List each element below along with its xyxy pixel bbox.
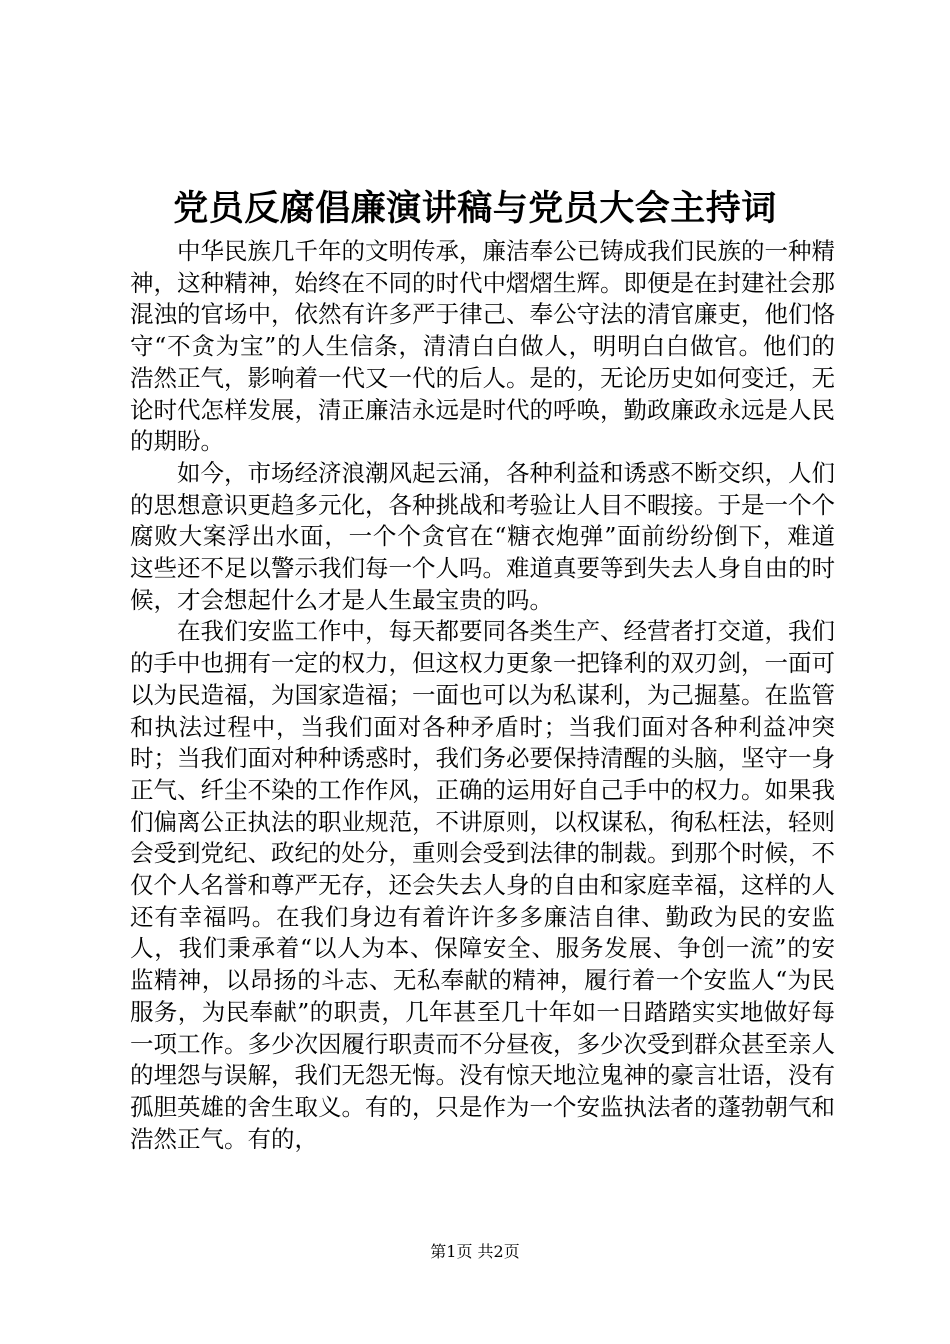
document-title: 党员反腐倡廉演讲稿与党员大会主持词 <box>173 188 777 229</box>
paragraph: 在我们安监工作中，每天都要同各类生产、经营者打交道，我们的手中也拥有一定的权力，但这权力更象一把锋利的双刃剑，一面可以为民造福，为国家造福；一面也可以为私谋利，为己掘墓。在监管和执法过程中，当我们面对各种矛盾时；当我们面对各种利益冲突时；当我们面对种种诱惑时，我们务必要保持清醒的头脑，坚守一身正气、纤尘不染的工作作风，正确的运用好自己手中的权力。如果我们偏离公正执法的职业规范，不讲原则，以权谋私，徇私枉法，轻则会受到党纪、政纪的处分，重则会受到法律的制裁。到那个时候，不仅个人名誉和尊严无存，还会失去人身的自由和家庭幸福，这样的人还有幸福吗。在我们身边有着许许多多廉洁自律、勤政为民的安监人，我们秉承着“以人为本、保障安全、服务发展、争创一流”的安监精神，以昂扬的斗志、无私奉献的精神，履行着一个安监人“为民服务，为民奉献”的职责，几年甚至几十年如一日踏踏实实地做好每一项工作。多少次因履行职责而不分昼夜，多少次受到群众甚至亲人的埋怨与误解，我们无怨无悔。没有惊天地泣鬼神的豪言壮语，没有孤胆英雄的舍生取义。有的，只是作为一个安监执法者的蓬勃朝气和浩然正气。有的， <box>130 617 835 1153</box>
paragraph: 如今，市场经济浪潮风起云涌，各种利益和诱惑不断交织，人们的思想意识更趋多元化，各种挑战和考验让人目不暇接。于是一个个腐败大案浮出水面，一个个贪官在“糖衣炮弹”面前纷纷倒下，难道这些还不足以警示我们每一个人吗。难道真要等到失去人身自由的时候，才会想起什么才是人生最宝贵的吗。 <box>130 458 835 614</box>
paragraph: 中华民族几千年的文明传承，廉洁奉公已铸成我们民族的一种精神，这种精神，始终在不同的时代中熠熠生辉。即便是在封建社会那混浊的官场中，依然有许多严于律己、奉公守法的清官廉吏，他们恪守“不贪为宝”的人生信条，清清白白做人，明明白白做官。他们的浩然正气，影响着一代又一代的后人。是的，无论历史如何变迁，无论时代怎样发展，清正廉洁永远是时代的呼唤，勤政廉政永远是人民的期盼。 <box>130 237 835 456</box>
document-body <box>130 236 835 1155</box>
page-number-footer: 第1页 共2页 <box>430 1242 520 1261</box>
